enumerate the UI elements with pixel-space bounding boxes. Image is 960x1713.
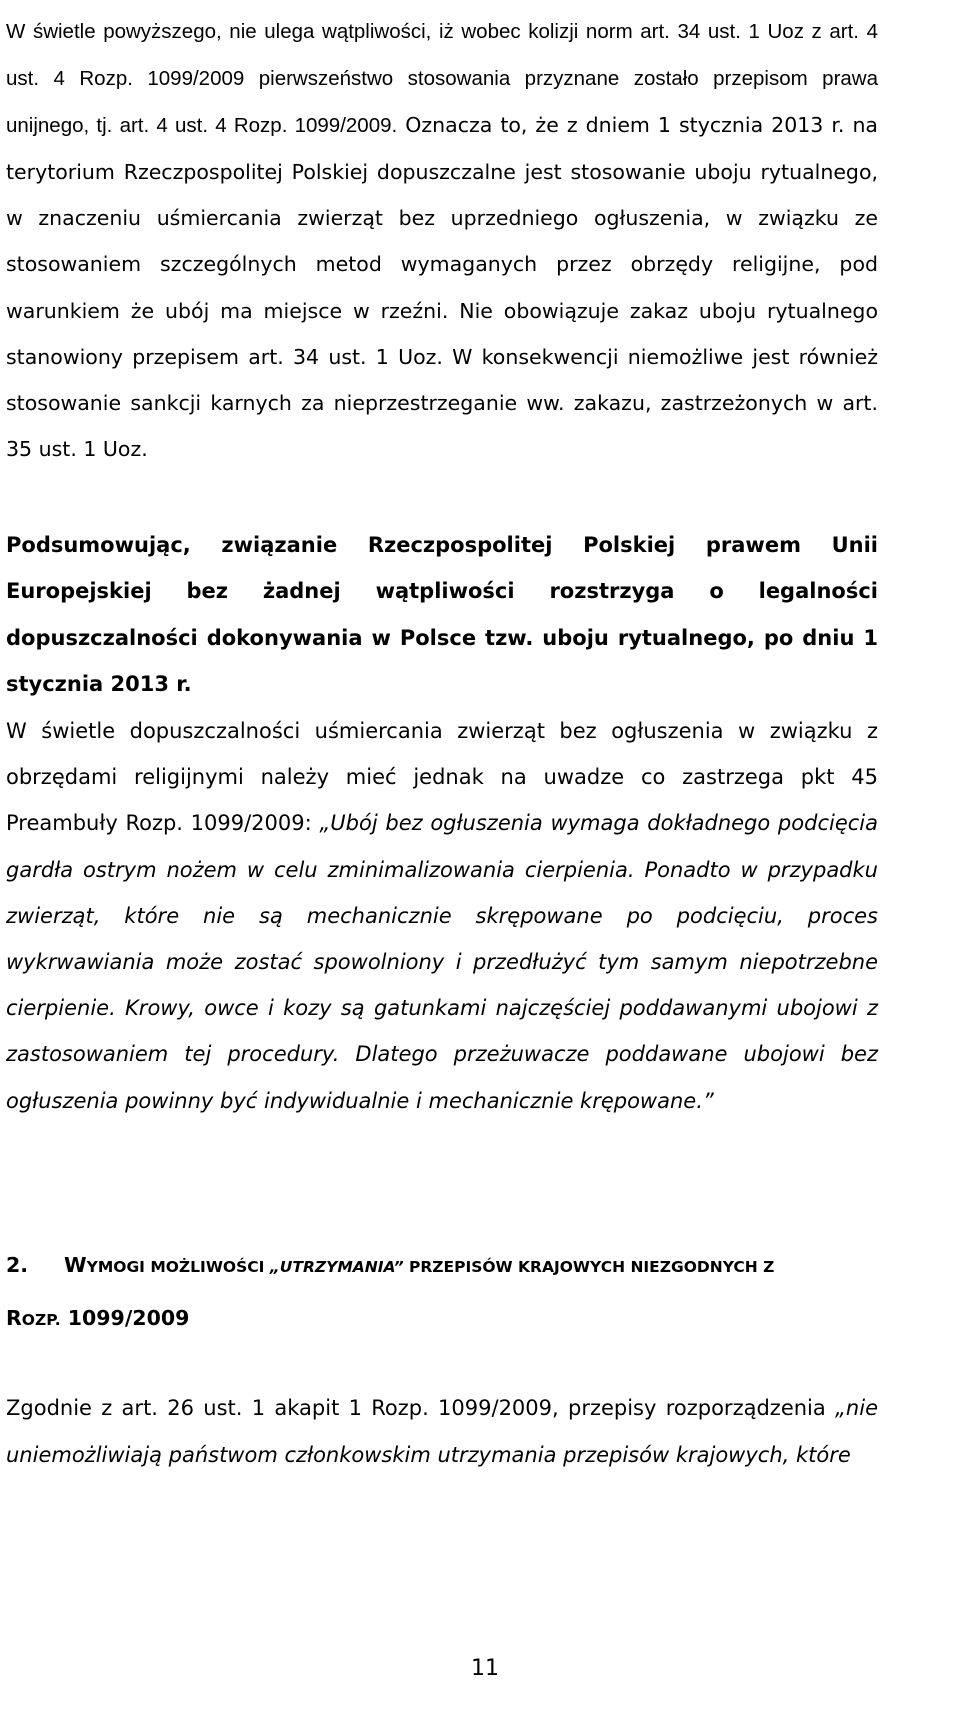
paragraph-1-sentence-4: Nie obowiązuje zakaz uboju rytualnego stanowiony przepisem art. 34 ust. 1 Uoz. W konsekwencji niemożliwe jest również stosowanie sankcji karnych za nieprzestrzeganie ww. zakazu, zastrzeżonych w art. 35 ust. 1 Uoz. [6, 298, 878, 461]
paragraph-conflict-of-norms [6, 8, 878, 472]
paragraph-1-sentence-1: W świetle powyższego, nie ulega wątpliwości, iż wobec kolizji norm art. 34 ust. 1 Uoz z art. 4 ust. 4 Rozp. 1099/2009 pierwszeństwo stosowania przyznane zostało przepisom prawa unijnego, tj. art. 4 ust. 4 Rozp. 1099/2009. [6, 20, 878, 138]
section-heading-2 [6, 1240, 886, 1346]
page-number: 11 [471, 1656, 499, 1681]
preamble-quote: „Ubój bez ogłuszenia wymaga dokładnego podcięcia gardła ostrym nożem w celu zminimalizowania cierpienia. Ponadto w przypadku zwierząt, które nie są mechanicznie skrępowane po podcięciu, proces wykrwawiania może zostać spowolniony i przedłużyć tym samym niepotrzebne cierpienie. Krowy, owce i kozy są gatunkami najczęściej poddawanymi ubojowi z zastosowaniem tej procedury. Dlatego przeżuwacze poddawane ubojowi bez ogłuszenia powinny być indywidualnie i mechanicznie krępowane.” [6, 811, 878, 1113]
heading-quoted-word: „UTRZYMANIA” [269, 1258, 404, 1276]
paragraph-article-26 [6, 1385, 878, 1478]
heading-initial-r: R [6, 1306, 22, 1330]
heading-initial-w: W [64, 1253, 87, 1277]
paragraph-1-sentence-2: Oznacza to, że z dniem 1 stycznia 2013 r. na terytorium Rzeczpospolitej Polskiej dopuszczalne jest [6, 113, 878, 185]
paragraph-4-lead: Zgodnie z art. 26 ust. 1 akapit 1 Rozp. 1099/2009, przepisy rozporządzenia [6, 1396, 836, 1420]
heading-part-2: PRZEPISÓW KRAJOWYCH NIEZGODNYCH Z [403, 1258, 775, 1276]
article-26-quote: „nie uniemożliwiają państwom członkowskim utrzymania przepisów krajowych, które [6, 1396, 878, 1467]
paragraph-summary: Podsumowując, związanie Rzeczpospolitej Polskiej prawem Unii Europejskiej bez żadnej wątpliwości rozstrzyga o legalności dopuszczalności dokonywania w Polsce tzw. uboju rytualnego, po dniu 1 stycznia 2013 r. [6, 533, 878, 696]
section-number: 2. [6, 1253, 29, 1277]
heading-part-1: YMOGI MOŻLIWOŚCI [86, 1258, 270, 1276]
heading-part-3: OZP. [21, 1311, 61, 1329]
paragraph-preamble-point-45 [6, 708, 878, 1124]
heading-part-4: 1099/2009 [60, 1306, 190, 1330]
paragraph-3-lead: W świetle dopuszczalności uśmiercania zwierząt bez ogłuszenia w związku z obrzędami religijnymi należy mieć jednak na uwadze co zastrzega pkt 45 Preambuły Rozp. 1099/2009: [6, 719, 878, 836]
paragraph-1-sentence-3: stosowanie uboju rytualnego, w znaczeniu uśmiercania zwierząt bez uprzedniego ogłuszenia, w związku ze stosowaniem szczególnych metod wymaganych przez obrzędy religijne, pod warunkiem że ubój ma miejsce w rzeźni. [6, 160, 878, 323]
